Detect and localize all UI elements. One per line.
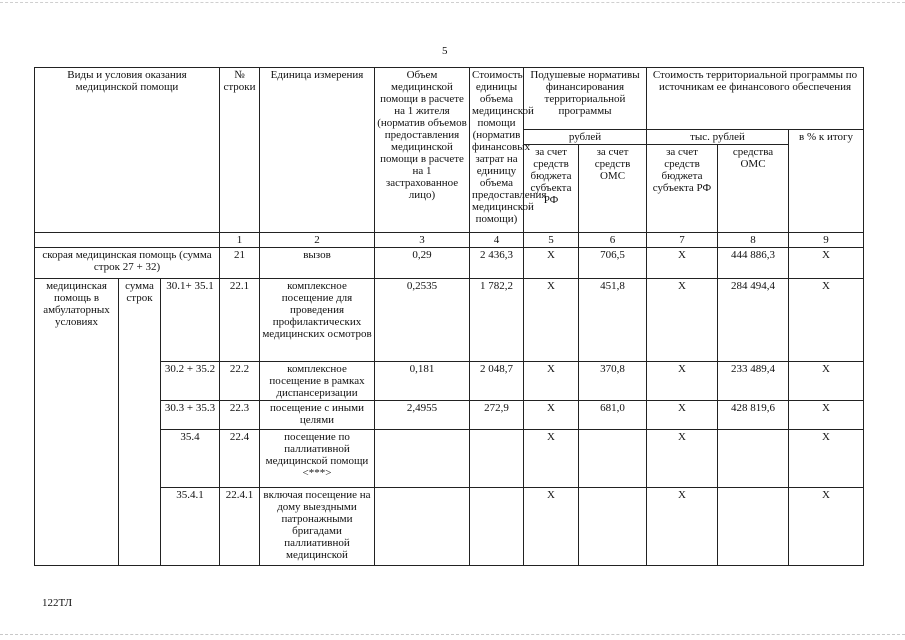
row-cost: 1 782,2 (470, 279, 524, 362)
row-budget-rub: Х (524, 430, 579, 488)
row-ref: 30.1+ 35.1 (161, 279, 220, 362)
row-budget-rub: Х (524, 279, 579, 362)
row-number: 22.4 (220, 430, 260, 488)
row-ref: 30.2 + 35.2 (161, 362, 220, 401)
row-volume-empty (375, 430, 470, 488)
header-oms-thousand: средства ОМС (718, 145, 789, 233)
row-budget-thousand: Х (647, 401, 718, 430)
row-budget-thousand: Х (647, 362, 718, 401)
index-cell: 7 (647, 233, 718, 248)
document-code: 122ТЛ (42, 597, 73, 609)
row-percent: Х (789, 279, 864, 362)
row-oms-thousand: 444 886,3 (718, 248, 789, 279)
index-cell: 5 (524, 233, 579, 248)
row-percent: Х (789, 248, 864, 279)
header-per-capita: Подушевые нормативы финансирования территориальной программы (524, 68, 647, 130)
row-cost: 2 436,3 (470, 248, 524, 279)
row-budget-thousand: Х (647, 488, 718, 566)
row-budget-thousand: Х (647, 248, 718, 279)
row-ref: 35.4.1 (161, 488, 220, 566)
row-number: 22.1 (220, 279, 260, 362)
row-cost-empty (470, 430, 524, 488)
header-program-cost: Стоимость территориальной программы по источникам ее финансового обеспечения (647, 68, 864, 130)
row-ref: 35.4 (161, 430, 220, 488)
row-number: 22.2 (220, 362, 260, 401)
header-oms-rub: за счет средств ОМС (579, 145, 647, 233)
index-cell: 1 (220, 233, 260, 248)
scan-top-edge (0, 2, 905, 3)
row-oms-thousand-empty (718, 488, 789, 566)
row-volume: 2,4955 (375, 401, 470, 430)
row-number: 22.4.1 (220, 488, 260, 566)
row-number: 21 (220, 248, 260, 279)
row-percent: Х (789, 430, 864, 488)
row-unit: посещение по паллиативной медицинской помощи <***> (260, 430, 375, 488)
header-unit: Единица измерения (260, 68, 375, 233)
row-name: скорая медицинская помощь (сумма строк 27 + 32) (35, 248, 220, 279)
row-volume-empty (375, 488, 470, 566)
header-percent-total: в % к итогу (789, 130, 864, 233)
row-cost: 2 048,7 (470, 362, 524, 401)
index-cell: 9 (789, 233, 864, 248)
page-number: 5 (442, 45, 448, 57)
row-unit: комплексное посещение для проведения профилактических медицинских осмотров (260, 279, 375, 362)
row-cost-empty (470, 488, 524, 566)
row-volume: 0,29 (375, 248, 470, 279)
row-ref: 30.3 + 35.3 (161, 401, 220, 430)
index-cell: 8 (718, 233, 789, 248)
index-cell: 6 (579, 233, 647, 248)
header-thousand-rubles: тыс. рублей (647, 130, 789, 145)
row-unit: включая посещение на дому выездными патронажными бригадами паллиативной медицинской (260, 488, 375, 566)
header-row-number: № строки (220, 68, 260, 233)
row-budget-rub: Х (524, 488, 579, 566)
index-cell: 3 (375, 233, 470, 248)
row-budget-thousand: Х (647, 279, 718, 362)
header-budget-rub: за счет средств бюджета субъекта РФ (524, 145, 579, 233)
row-oms-thousand-empty (718, 430, 789, 488)
group-name: медицинская помощь в амбулаторных условиях (35, 279, 119, 566)
header-rubles: рублей (524, 130, 647, 145)
financing-table (34, 67, 864, 566)
row-unit: посещение с иными целями (260, 401, 375, 430)
row-budget-rub: Х (524, 248, 579, 279)
row-volume: 0,2535 (375, 279, 470, 362)
header-budget-thousand: за счет средств бюджета субъекта РФ (647, 145, 718, 233)
row-oms-rub: 681,0 (579, 401, 647, 430)
index-cell: 2 (260, 233, 375, 248)
header-unit-cost: Стоимость единицы объема медицинской помощи (норматив финансовых затрат на единицу объема предоставления медицинской помощи) (470, 68, 524, 233)
row-budget-rub: Х (524, 401, 579, 430)
row-cost: 272,9 (470, 401, 524, 430)
group-sum-label: сумма строк (119, 279, 161, 566)
row-budget-thousand: Х (647, 430, 718, 488)
table-row (35, 248, 864, 279)
table-row (35, 279, 864, 362)
row-budget-rub: Х (524, 362, 579, 401)
header-volume: Объем медицинской помощи в расчете на 1 жителя (норматив объемов предоставления медицинской помощи в расчете на 1 застрахованное лицо) (375, 68, 470, 233)
row-number: 22.3 (220, 401, 260, 430)
scan-bottom-edge (0, 634, 905, 635)
row-oms-thousand: 284 494,4 (718, 279, 789, 362)
row-unit: вызов (260, 248, 375, 279)
row-volume: 0,181 (375, 362, 470, 401)
index-cell-empty (35, 233, 220, 248)
header-kind: Виды и условия оказания медицинской помощи (35, 68, 220, 233)
row-oms-rub: 370,8 (579, 362, 647, 401)
row-oms-rub: 706,5 (579, 248, 647, 279)
row-percent: Х (789, 362, 864, 401)
row-oms-thousand: 428 819,6 (718, 401, 789, 430)
row-oms-rub: 451,8 (579, 279, 647, 362)
row-percent: Х (789, 401, 864, 430)
row-percent: Х (789, 488, 864, 566)
row-oms-thousand: 233 489,4 (718, 362, 789, 401)
row-oms-rub-empty (579, 488, 647, 566)
row-oms-rub-empty (579, 430, 647, 488)
row-unit: комплексное посещение в рамках диспансеризации (260, 362, 375, 401)
index-cell: 4 (470, 233, 524, 248)
